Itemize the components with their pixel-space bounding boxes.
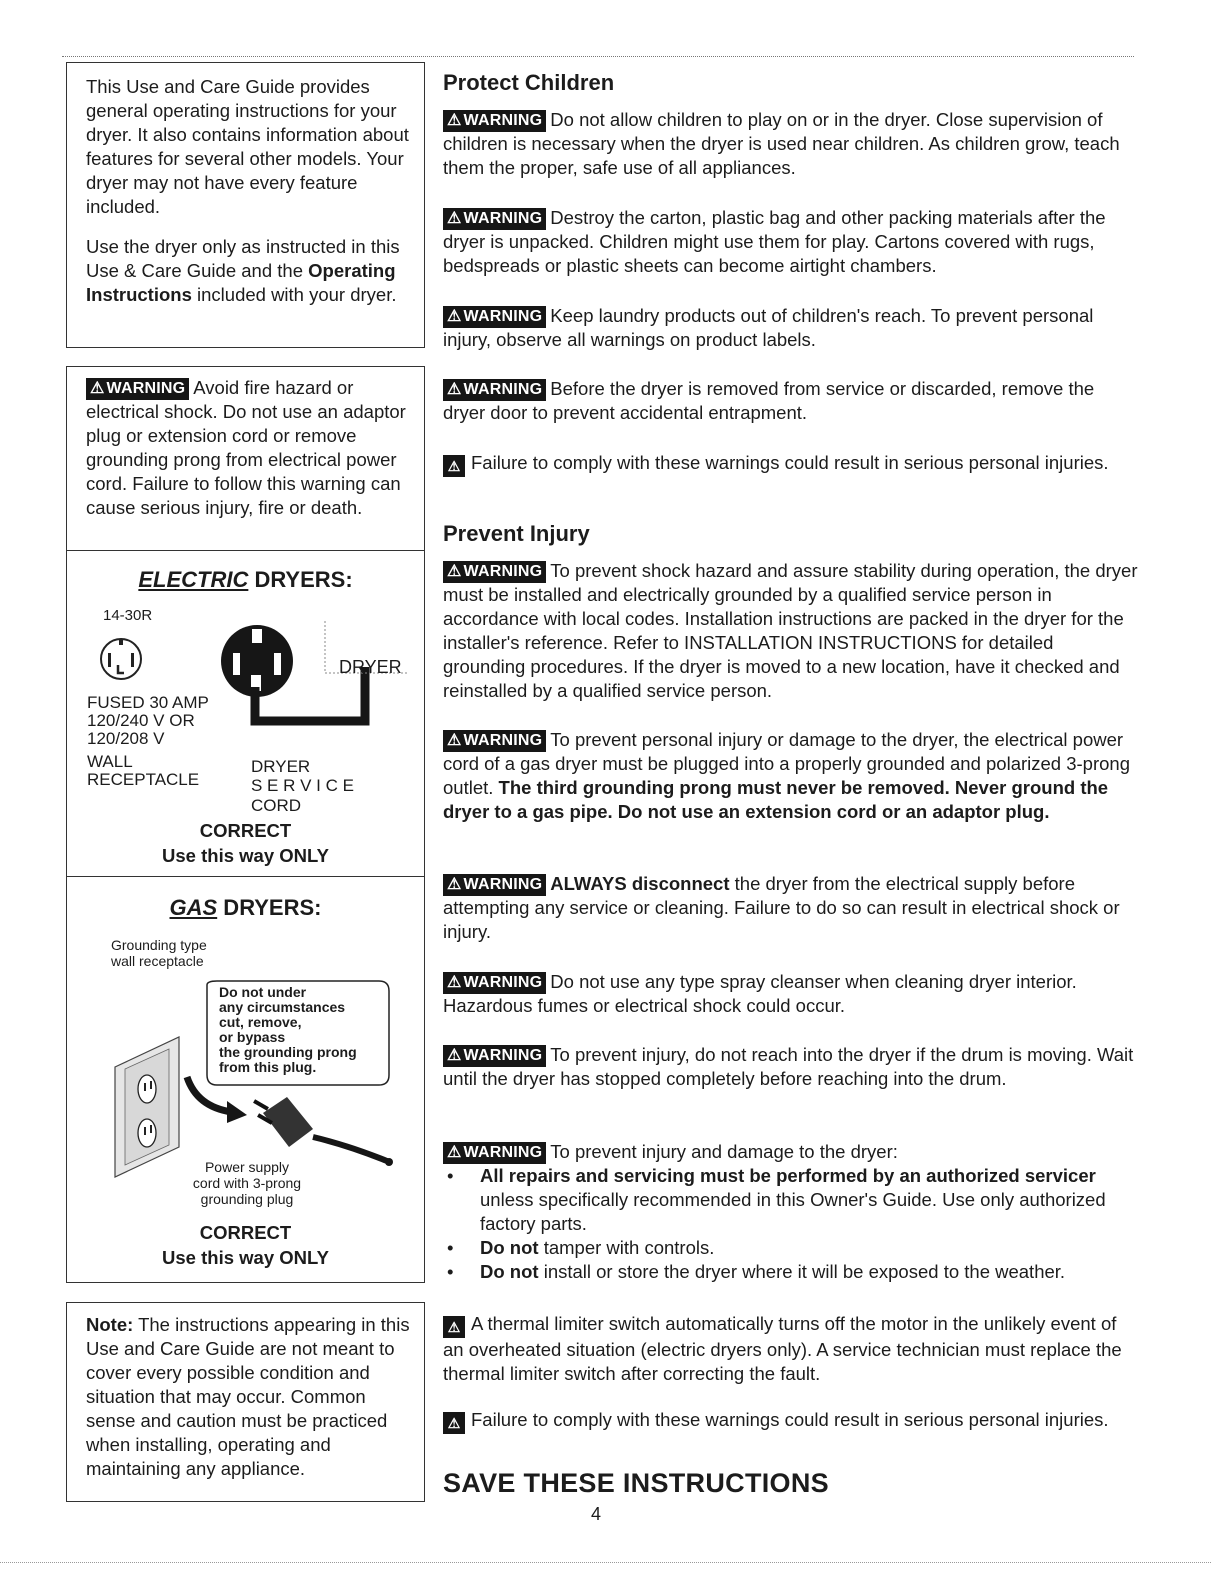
failure-text: Failure to comply with these warnings could result in serious personal injuries.: [471, 452, 1109, 473]
gas-use-only: Use this way ONLY: [162, 1247, 329, 1268]
warning-packing: [443, 206, 1138, 278]
bullet-text: tamper with controls.: [538, 1237, 715, 1258]
warning-triangle-icon: ⚠: [447, 732, 462, 749]
warning-bold-text: The third grounding prong must never be removed. Never ground the dryer to a gas pipe. Do not use an extension cord or an adaptor plug.: [443, 777, 1109, 822]
warning-label: WARNING: [463, 563, 543, 580]
warning-label: WARNING: [463, 732, 543, 749]
electric-correct: CORRECT: [199, 820, 292, 841]
failure-note-1: [443, 451, 1138, 477]
failure-note-2: [443, 1408, 1138, 1434]
warning-repairs: [443, 1140, 1138, 1284]
grounding-label-1: Grounding type: [111, 937, 207, 953]
warning-badge: [443, 1045, 546, 1067]
warning-triangle-icon: ⚠: [447, 974, 462, 991]
list-item: [443, 1236, 1138, 1260]
bullet-text: install or store the dryer where it will be exposed to the weather.: [538, 1261, 1066, 1282]
intro-paragraph-2: [86, 235, 412, 307]
prevent-injury-title: Prevent Injury: [443, 521, 590, 546]
gas-dryers-box: [66, 876, 425, 1283]
warning-label: WARNING: [463, 1144, 543, 1161]
warning-triangle-icon: ⚠: [447, 308, 462, 325]
gas-underlined: GAS: [169, 895, 218, 920]
wall-plate-icon: [115, 1037, 179, 1177]
receptacle-label: RECEPTACLE: [87, 770, 200, 789]
wall-label: WALL: [87, 752, 133, 771]
outlet-model: 14-30R: [103, 607, 153, 624]
warning-badge: [443, 379, 546, 401]
electric-underlined: ELECTRIC: [138, 567, 249, 592]
warning-label: WARNING: [463, 876, 543, 893]
gas-dryers-heading: [67, 895, 424, 921]
bubble-text: [219, 985, 357, 1075]
save-instructions-heading: SAVE THESE INSTRUCTIONS: [443, 1468, 829, 1498]
warning-badge: [443, 730, 546, 752]
top-rule: [62, 56, 1134, 57]
warning-laundry: [443, 304, 1138, 352]
warning-triangle-icon: ⚠: [443, 455, 465, 477]
thermal-note: [443, 1312, 1138, 1386]
power-line: grounding plug: [200, 1191, 294, 1207]
bullet-bold: Do not: [480, 1261, 539, 1282]
warning-text: Destroy the carton, plastic bag and other packing materials after the dryer is unpacked. Children might use them for play. Cartons covered with rugs, bedspreads or plastic sheets can become airtight chambers.: [443, 207, 1106, 276]
intro-text-end: included with your dryer.: [191, 284, 397, 305]
bubble-line: Do not under: [219, 984, 307, 1000]
warning-triangle-icon: ⚠: [447, 1144, 462, 1161]
warning-label: WARNING: [463, 308, 543, 325]
warning-label: WARNING: [463, 974, 543, 991]
warning-triangle-icon: ⚠: [447, 112, 462, 129]
fire-warning-box: [66, 366, 425, 550]
voltage-label-2: 120/208 V: [87, 729, 165, 748]
three-prong-plug-icon: [253, 1097, 393, 1166]
page-number: 4: [591, 1504, 602, 1524]
note-box: [66, 1302, 425, 1502]
warning-triangle-icon: ⚠: [447, 1047, 462, 1064]
bubble-line: from this plug.: [219, 1059, 317, 1075]
warning-text: To prevent shock hazard and assure stability during operation, the dryer must be installed and electrically grounded by a qualified service person in accordance with local codes. Installation instructions are packed in the dryer for the installer's reference. Refer to INSTALLATION INSTRUCTIONS for detailed grounding procedures. If the dryer is moved to a new location, have it checked and reinstalled by a qualified service person.: [443, 560, 1138, 701]
dryer-word: DRYER: [251, 757, 311, 776]
warning-text: To prevent personal injury or damage to the dryer, the electrical power cord of a gas dryer must be plugged into a properly grounded and polarized 3-prong outlet.: [443, 729, 1130, 798]
warning-triangle-icon: ⚠: [447, 876, 462, 893]
warning-grounding: [443, 559, 1138, 703]
warning-label: WARNING: [463, 112, 543, 129]
dryer-label: DRYER: [339, 657, 402, 677]
note-label: Note:: [86, 1314, 134, 1335]
warning-label: WARNING: [463, 1047, 543, 1064]
intro-box: [66, 62, 425, 348]
protect-children-title: Protect Children: [443, 70, 615, 95]
warning-triangle-icon: ⚠: [447, 563, 462, 580]
electric-dryers-heading: [67, 567, 424, 593]
warning-badge: [443, 306, 546, 328]
warning-label: WARNING: [106, 380, 186, 397]
intro-text: Use the dryer only as instructed in this Use & Care Guide and the: [86, 236, 400, 281]
note-text: The instructions appearing in this Use and Care Guide are not meant to cover every possible condition and situation that may occur. Common sense and caution must be practiced when installing, operating and maintaining any appliance.: [86, 1314, 410, 1479]
electric-use-only: Use this way ONLY: [162, 845, 329, 866]
bullet-text: unless specifically recommended in this Owner's Guide. Use only authorized factory parts.: [480, 1189, 1106, 1234]
electric-rest: DRYERS:: [248, 567, 353, 592]
warning-text: To prevent injury and damage to the dryer:: [550, 1141, 898, 1162]
voltage-label-1: 120/240 V OR: [87, 711, 195, 730]
bubble-line: cut, remove,: [219, 1014, 302, 1030]
power-line: cord with 3-prong: [192, 1175, 302, 1191]
repair-bullet-list: [443, 1164, 1138, 1284]
warning-text: Before the dryer is removed from service or discarded, remove the dryer door to prevent accidental entrapment.: [443, 378, 1095, 423]
warning-text: To prevent injury, do not reach into the dryer if the drum is moving. Wait until the dryer has stopped completely before reaching into the drum.: [443, 1044, 1134, 1089]
warning-triangle-icon: ⚠: [447, 381, 462, 398]
warning-text: Keep laundry products out of children's reach. To prevent personal injury, observe all warnings on product labels.: [443, 305, 1094, 350]
warning-triangle-icon: ⚠: [447, 210, 462, 227]
warning-play: [443, 108, 1138, 180]
bottom-rule: [0, 1562, 1211, 1563]
fused-label: FUSED 30 AMP: [87, 693, 209, 712]
cord-label: CORD: [251, 796, 302, 815]
electric-dryers-box: [66, 550, 425, 876]
bullet-bold: All repairs and servicing must be performed by an authorized servicer: [480, 1165, 1096, 1186]
bullet-bold: Do not: [480, 1237, 539, 1258]
warning-badge: [443, 1142, 546, 1164]
warning-badge: [443, 561, 546, 583]
warning-triangle-icon: ⚠: [90, 380, 105, 397]
warning-label: WARNING: [463, 381, 543, 398]
gas-correct: CORRECT: [199, 1222, 292, 1243]
grounding-label-2: wall receptacle: [111, 953, 204, 969]
warning-bold-text: ALWAYS disconnect: [550, 873, 730, 894]
power-line: Power supply: [204, 1159, 290, 1175]
warning-badge: [443, 110, 546, 132]
bubble-line: any circumstances: [219, 999, 346, 1015]
warning-triangle-icon: ⚠: [443, 1412, 465, 1434]
warning-triangle-icon: ⚠: [443, 1316, 465, 1338]
thermal-text: A thermal limiter switch automatically turns off the motor in the unlikely event of an overheated situation (electric dryers only). A service technician must replace the thermal limiter switch after correcting the fault.: [443, 1313, 1122, 1384]
warning-badge: [443, 972, 546, 994]
list-item: [443, 1260, 1138, 1284]
warning-text: Do not use any type spray cleanser when cleaning dryer interior. Hazardous fumes or electrical shock could occur.: [443, 971, 1077, 1016]
bubble-line: the grounding prong: [219, 1044, 357, 1060]
small-outlet-icon: [101, 639, 141, 679]
warning-spray: [443, 970, 1138, 1018]
failure-text: Failure to comply with these warnings could result in serious personal injuries.: [471, 1409, 1109, 1430]
power-supply-label: [177, 1159, 317, 1207]
warning-label: WARNING: [463, 210, 543, 227]
warning-door: [443, 377, 1138, 425]
warning-disconnect: [443, 872, 1138, 944]
gas-rest: DRYERS:: [217, 895, 322, 920]
warning-badge: [443, 208, 546, 230]
list-item: [443, 1164, 1138, 1236]
warning-text: Do not allow children to play on or in the dryer. Close supervision of children is necessary when the dryer is used near children. As children grow, teach them the proper, safe use of all appliances.: [443, 109, 1120, 178]
intro-paragraph: This Use and Care Guide provides general operating instructions for your dryer. It also contains information about features for several other models. Your dryer may not have every feature included.: [86, 76, 409, 217]
service-label: S E R V I C E: [251, 776, 354, 795]
operating-instructions-bold: Operating Instructions: [86, 260, 396, 305]
warning-drum: [443, 1043, 1138, 1091]
fire-warning-text: Avoid fire hazard or electrical shock. Do not use an adaptor plug or extension cord or remove grounding prong from electrical power cord. Failure to follow this warning can cause serious injury, fire or death.: [86, 377, 406, 518]
warning-power-cord: [443, 728, 1138, 824]
warning-badge: [86, 378, 189, 400]
bubble-line: or bypass: [219, 1029, 286, 1045]
warning-text: the dryer from the electrical supply before attempting any service or cleaning. Failure to do so can result in electrical shock or injury.: [443, 873, 1120, 942]
warning-badge: [443, 874, 546, 896]
